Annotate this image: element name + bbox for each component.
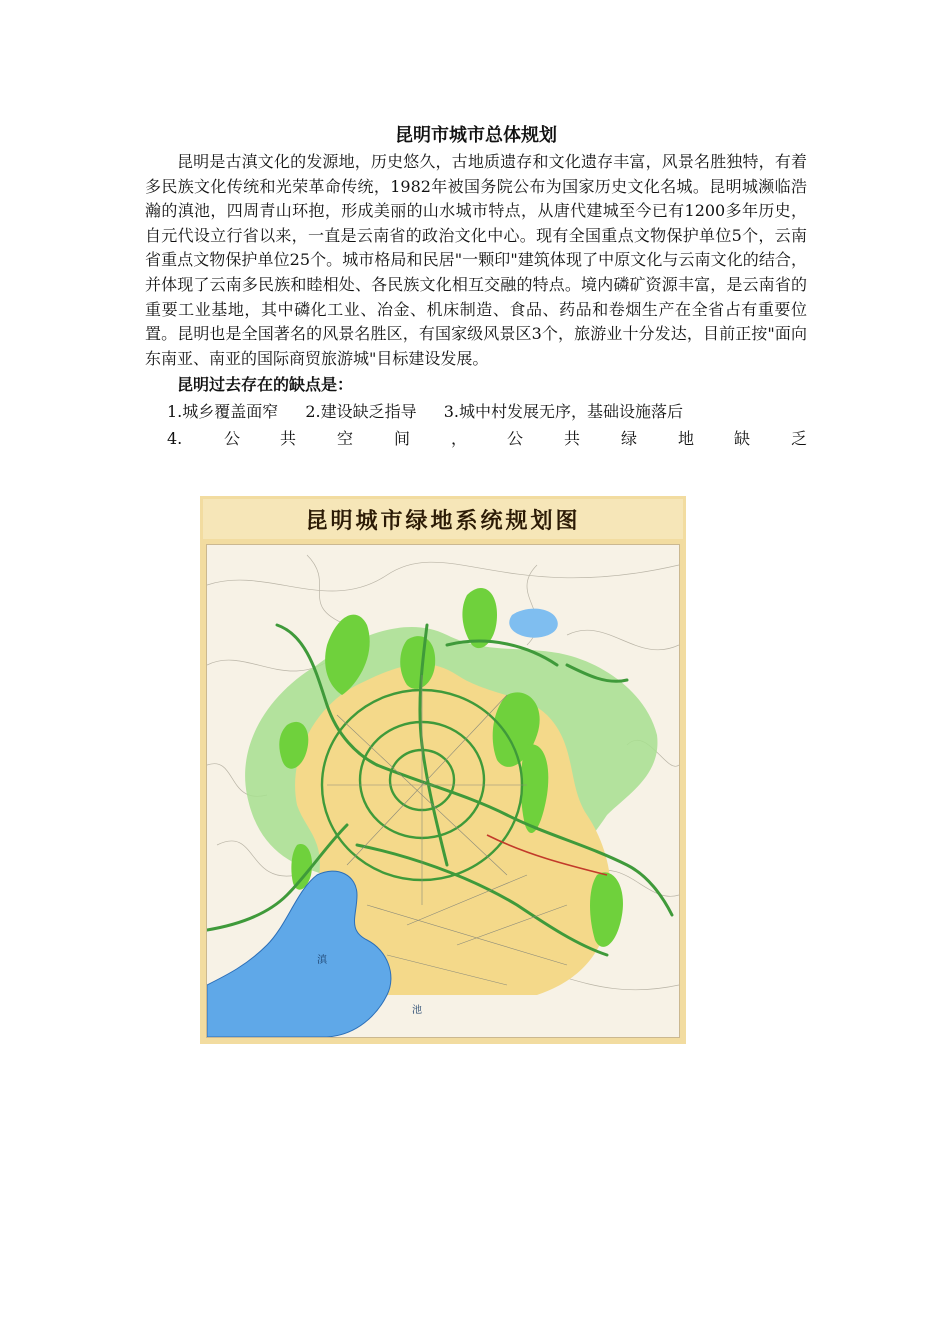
green-space-plan-map xyxy=(200,496,686,1044)
item4-char: 公 xyxy=(507,429,524,449)
reservoir xyxy=(509,609,558,638)
intro-paragraph: 昆明是古滇文化的发源地，历史悠久，古地质遗存和文化遗存丰富，风景名胜独特，有着多民族文化传统和光荣革命传统，1982年被国务院公布为国家历史文化名城。昆明城濒临浩瀚的滇池，四周青山环抱，形成美丽的山水城市特点，从唐代建城至今已有1200多年历史，自元代设立行省以来，一直是云南省的政治文化中心。现有全国重点文物保护单位5个，云南省重点文物保护单位25个。城市格局和民居"一颗印"建筑体现了中原文化与云南文化的结合，并体现了云南多民族和睦相处、各民族文化相互交融的特点。境内磷矿资源丰富，是云南省的重要工业基地，其中磷化工业、冶金、机床制造、食品、药品和卷烟生产在全省占有重要位置。昆明也是全国著名的风景名胜区，有国家级风景区3个，旅游业十分发达，目前正按"面向东南亚、南亚的国际商贸旅游城"目标建设发展。 xyxy=(145,152,807,368)
item4-char: 公 xyxy=(224,429,241,449)
item4-char: 共 xyxy=(564,429,581,449)
shortcoming-item: 2.建设缺乏指导 xyxy=(305,402,417,422)
map-image xyxy=(206,544,680,1038)
map-illustration xyxy=(207,545,679,1037)
lake-label: 滇 xyxy=(317,955,327,966)
item4-char: 间 xyxy=(394,429,411,449)
item4-char: 绿 xyxy=(621,429,638,449)
item4-char: 缺 xyxy=(734,429,751,449)
shortcoming-item: 1.城乡覆盖面窄 xyxy=(167,402,279,422)
shortcoming-item: 3.城中村发展无序，基础设施落后 xyxy=(443,402,684,422)
item4-char: 乏 xyxy=(791,429,808,449)
shortcoming-item-4 xyxy=(167,425,807,452)
document-body xyxy=(145,122,807,452)
item4-char: 4. xyxy=(167,429,183,449)
item4-char: ， xyxy=(451,429,468,449)
shortcomings-heading: 昆明过去存在的缺点是： xyxy=(177,375,354,395)
shortcomings-list xyxy=(145,398,807,425)
document-title: 昆明市城市总体规划 xyxy=(395,125,557,146)
map-title: 昆明城市绿地系统规划图 xyxy=(305,508,581,534)
map-header xyxy=(203,499,683,539)
item4-char: 地 xyxy=(678,429,695,449)
item4-char: 空 xyxy=(337,429,354,449)
lake-label: 池 xyxy=(412,1005,422,1016)
item4-char: 共 xyxy=(280,429,297,449)
